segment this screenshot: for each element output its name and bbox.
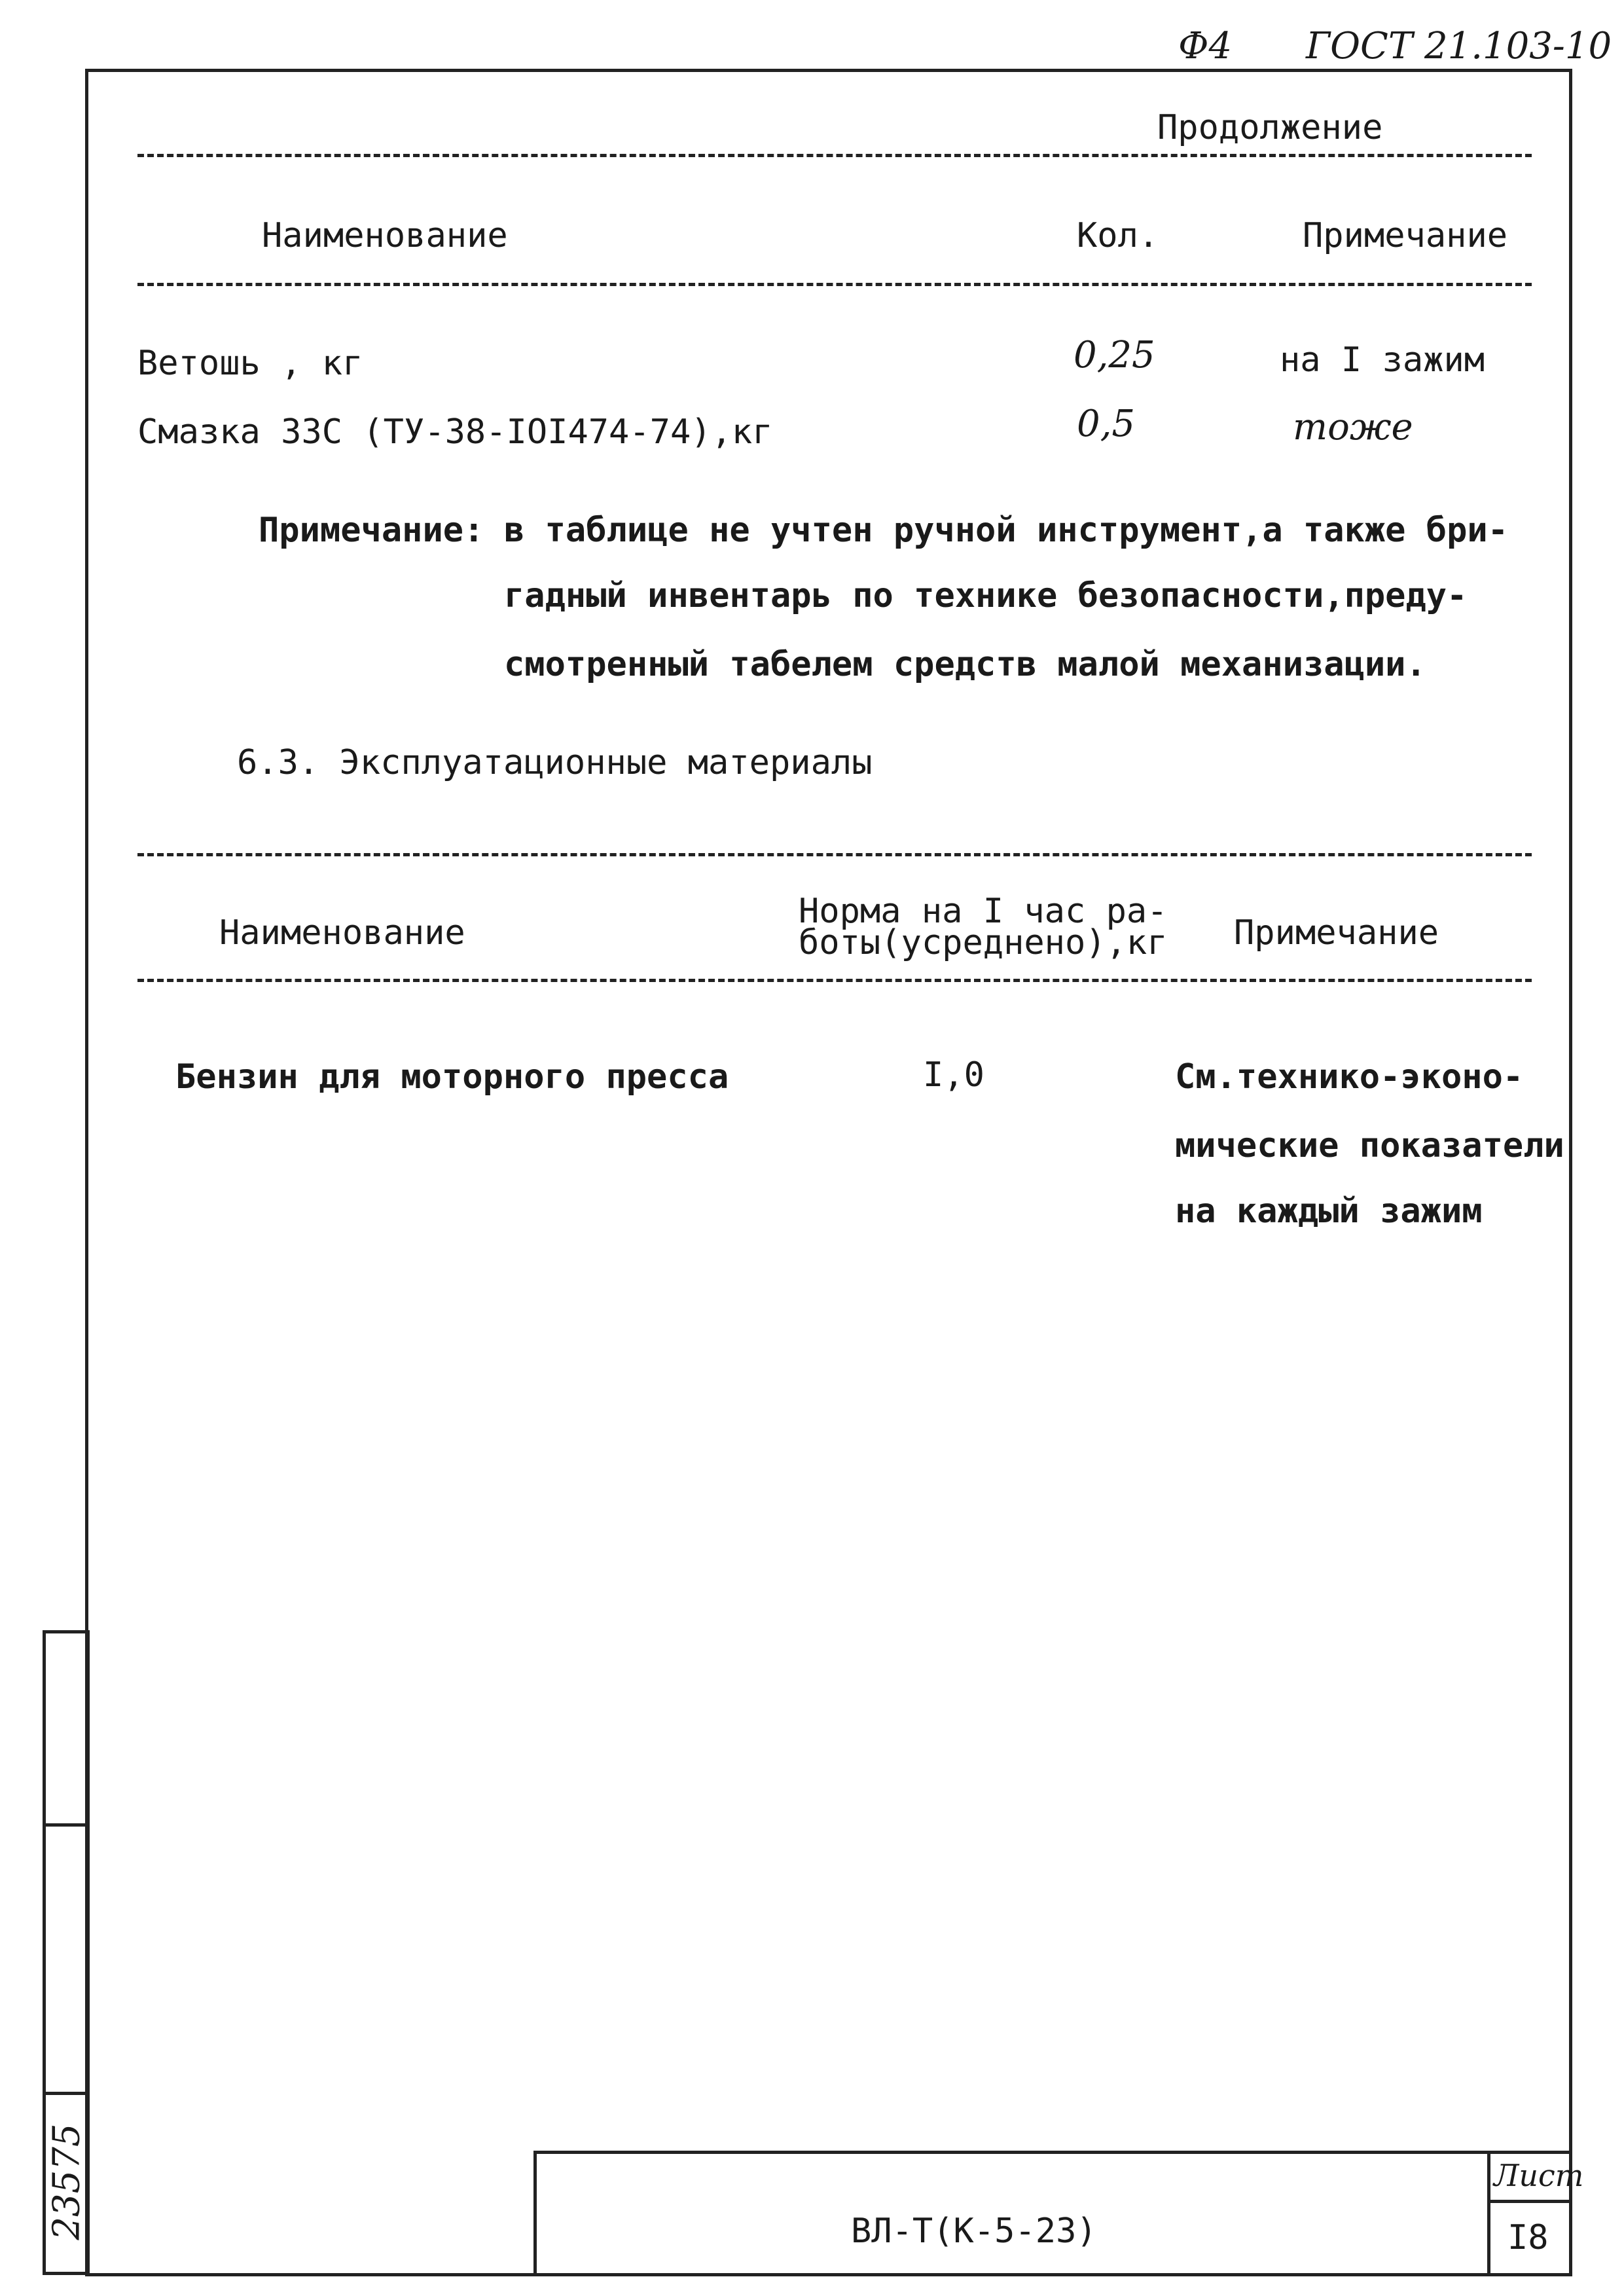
row-norm: I,0: [923, 1055, 984, 1095]
table2-header-note: Примечание: [1234, 913, 1439, 953]
row-note-line: на каждый зажим: [1175, 1192, 1483, 1231]
continuation-label: Продолжение: [1157, 108, 1383, 147]
margin-box: [43, 1823, 90, 2095]
note-line: смотренный табелем средств малой механизации.: [504, 645, 1426, 684]
row-qty: 0,5: [1077, 403, 1136, 445]
row-name: Ветошь , кг: [137, 344, 363, 383]
inventory-number: 23575: [45, 2123, 88, 2240]
section-title: 6.3. Эксплуатационные материалы: [237, 743, 873, 782]
row-name: Смазка 33С (ТУ-38-IOI474-74),кг: [137, 412, 773, 452]
table1-header-name: Наименование: [262, 216, 508, 255]
note-line: гадный инвентарь по технике безопасности,преду-: [504, 576, 1468, 615]
standard-reference: ГОСТ 21.103-10: [1306, 25, 1612, 67]
page-frame: [85, 69, 1572, 2276]
sheet-number: I8: [1507, 2218, 1549, 2257]
row-note: на I зажим: [1280, 340, 1485, 380]
form-mark: Ф4: [1178, 25, 1233, 67]
table2-top-rule: [137, 853, 1532, 856]
table2-header-rule: [137, 979, 1532, 982]
table2-header-norm-line: Норма на I час ра-: [799, 892, 1168, 931]
row-name: Бензин для моторного пресса: [175, 1057, 729, 1097]
row-note-line: См.технико-эконо-: [1175, 1057, 1524, 1097]
row-qty: 0,25: [1074, 334, 1155, 376]
table1-top-rule: [137, 154, 1532, 157]
note-line: в таблице не учтен ручной инструмент,а также бри-: [504, 511, 1509, 550]
table2-header-norm-line: боты(усреднено),кг: [799, 923, 1168, 962]
row-note: тоже: [1293, 406, 1413, 448]
table2-header-norm: [799, 892, 1168, 962]
table2-header-name: Наименование: [219, 913, 465, 953]
table1-header-rule: [137, 283, 1532, 286]
note-label: Примечание:: [259, 511, 484, 550]
row-note-line: мические показатели: [1175, 1126, 1564, 1165]
document-code: ВЛ-Т(К-5-23): [851, 2212, 1097, 2251]
sheet-label: Лист: [1494, 2158, 1584, 2193]
table1-header-qty: Кол.: [1077, 216, 1159, 255]
table1-header-note: Примечание: [1303, 216, 1508, 255]
margin-box: [43, 1630, 90, 1827]
